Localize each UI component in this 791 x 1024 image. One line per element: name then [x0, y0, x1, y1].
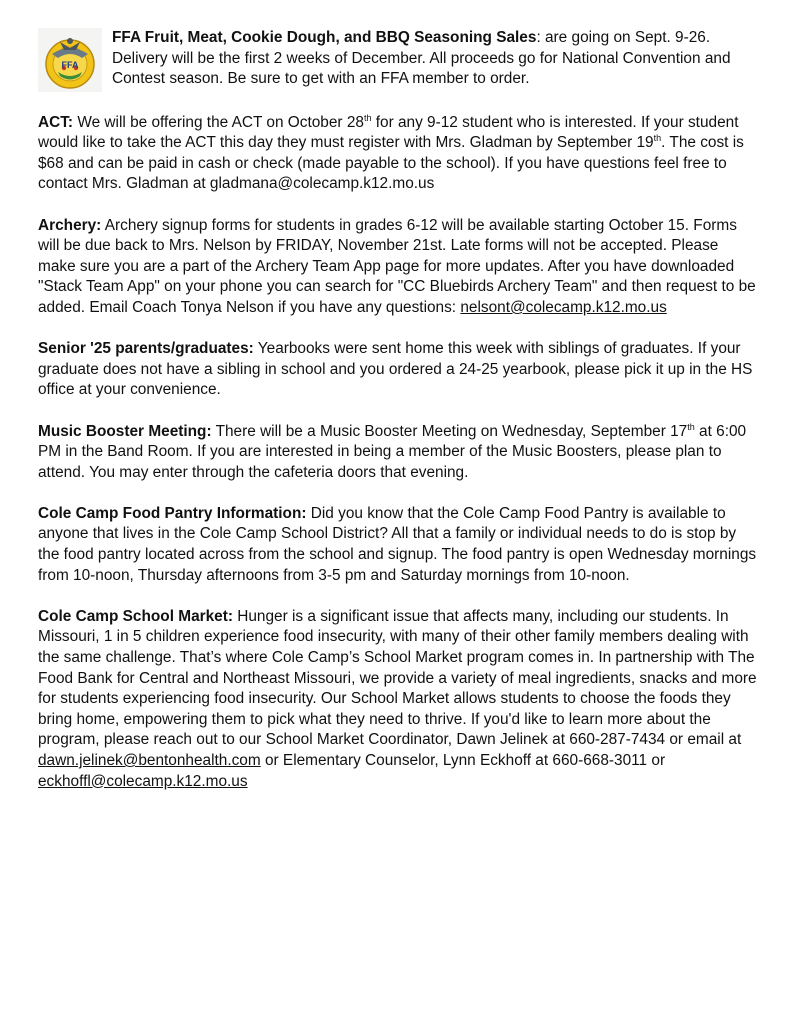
- archery-email-link[interactable]: nelsont@colecamp.k12.mo.us: [460, 298, 667, 316]
- act-body-1: We will be offering the ACT on October 28: [73, 113, 364, 131]
- archery-body: Archery signup forms for students in grades 6-12 will be available starting October 15. Forms will be due back to Mrs. Nelson by FRIDAY, November 21st. Late forms will not be accepted. Please make sure you are a part of the Archery Team App page for more updates. After you have downloaded "Stack Team App" on your phone you can search for "CC Bluebirds Archery Team" and then request to be added. Email Coach Tonya Nelson if you have any questions:: [38, 216, 756, 316]
- newsletter-page: [38, 28, 758, 813]
- act-sup-2: th: [653, 133, 662, 144]
- act-section: [38, 113, 758, 195]
- music-body-1: There will be a Music Booster Meeting on Wednesday, September 17: [211, 422, 688, 440]
- ffa-section: [38, 28, 758, 92]
- market-email-link-lynn[interactable]: eckhoffl@colecamp.k12.mo.us: [38, 772, 248, 790]
- ffa-logo-text: FFA: [61, 60, 79, 70]
- archery-heading: Archery:: [38, 216, 102, 234]
- music-sup: th: [687, 421, 695, 432]
- market-heading: Cole Camp School Market:: [38, 607, 233, 625]
- ffa-body: : are going on Sept. 9-26. Delivery will be the first 2 weeks of December. All proceeds go for National Convention and Contest season. Be sure to get with an FFA member to order.: [112, 29, 731, 88]
- pantry-section: [38, 504, 758, 586]
- music-body-2: at 6:00 PM in the Band Room. If you are interested in being a member of the Music Boosters, please plan to attend. You may enter through the cafeteria doors that evening.: [38, 422, 747, 481]
- market-body-1: Hunger is a significant issue that affects many, including our students. In Missouri, 1 in 5 children experience food insecurity, with many of their other family members dealing with the same challenge. That’s where Cole Camp’s School Market program comes in. In partnership with The Food Bank for Central and Northeast Missouri, we provide a variety of meal ingredients, snacks and more for students experiencing food insecurity. Our School Market allows students to choose the foods they bring home, empowering them to pick what they need to thrive. If you'd like to learn more about the program, please reach out to our School Market Coordinator, Dawn Jelinek at 660-287-7434 or email at: [38, 607, 757, 749]
- act-sup-1: th: [363, 112, 372, 123]
- pantry-heading: Cole Camp Food Pantry Information:: [38, 504, 307, 522]
- archery-section: [38, 216, 758, 319]
- music-section: [38, 422, 758, 484]
- act-body-2: for any 9-12 student who is interested. If your student would like to take the ACT this day they must register with Mrs. Gladman by September 19: [38, 113, 739, 152]
- ffa-paragraph: [112, 28, 758, 90]
- market-section: [38, 607, 758, 792]
- music-heading: Music Booster Meeting:: [38, 422, 212, 440]
- ffa-emblem-icon: [38, 28, 102, 92]
- senior-section: [38, 339, 758, 401]
- senior-body: Yearbooks were sent home this week with siblings of graduates. If your graduate does not have a sibling in school and you ordered a 24-25 yearbook, please pick it up in the HS office at your convenience.: [38, 340, 753, 399]
- market-email-link-dawn[interactable]: dawn.jelinek@bentonhealth.com: [38, 752, 261, 769]
- market-body-2: or Elementary Counselor, Lynn Eckhoff at 660-668-3011 or: [260, 752, 666, 769]
- pantry-body: Did you know that the Cole Camp Food Pantry is available to anyone that lives in the Cole Camp School District? All that a family or individual needs to do is stop by the food pantry located across from the school and signup. The food pantry is open Wednesday mornings from 10-noon, Thursday afternoons from 3-5 pm and Saturday mornings from 10-noon.: [38, 504, 757, 584]
- act-heading: ACT:: [38, 113, 74, 131]
- ffa-heading: FFA Fruit, Meat, Cookie Dough, and BBQ Seasoning Sales: [112, 29, 537, 46]
- senior-heading: Senior '25 parents/graduates:: [38, 340, 254, 358]
- act-body-3: . The cost is $68 and can be paid in cash or check (made payable to the school). If you have questions feel free to contact Mrs. Gladman at gladmana@colecamp.k12.mo.us: [38, 134, 744, 193]
